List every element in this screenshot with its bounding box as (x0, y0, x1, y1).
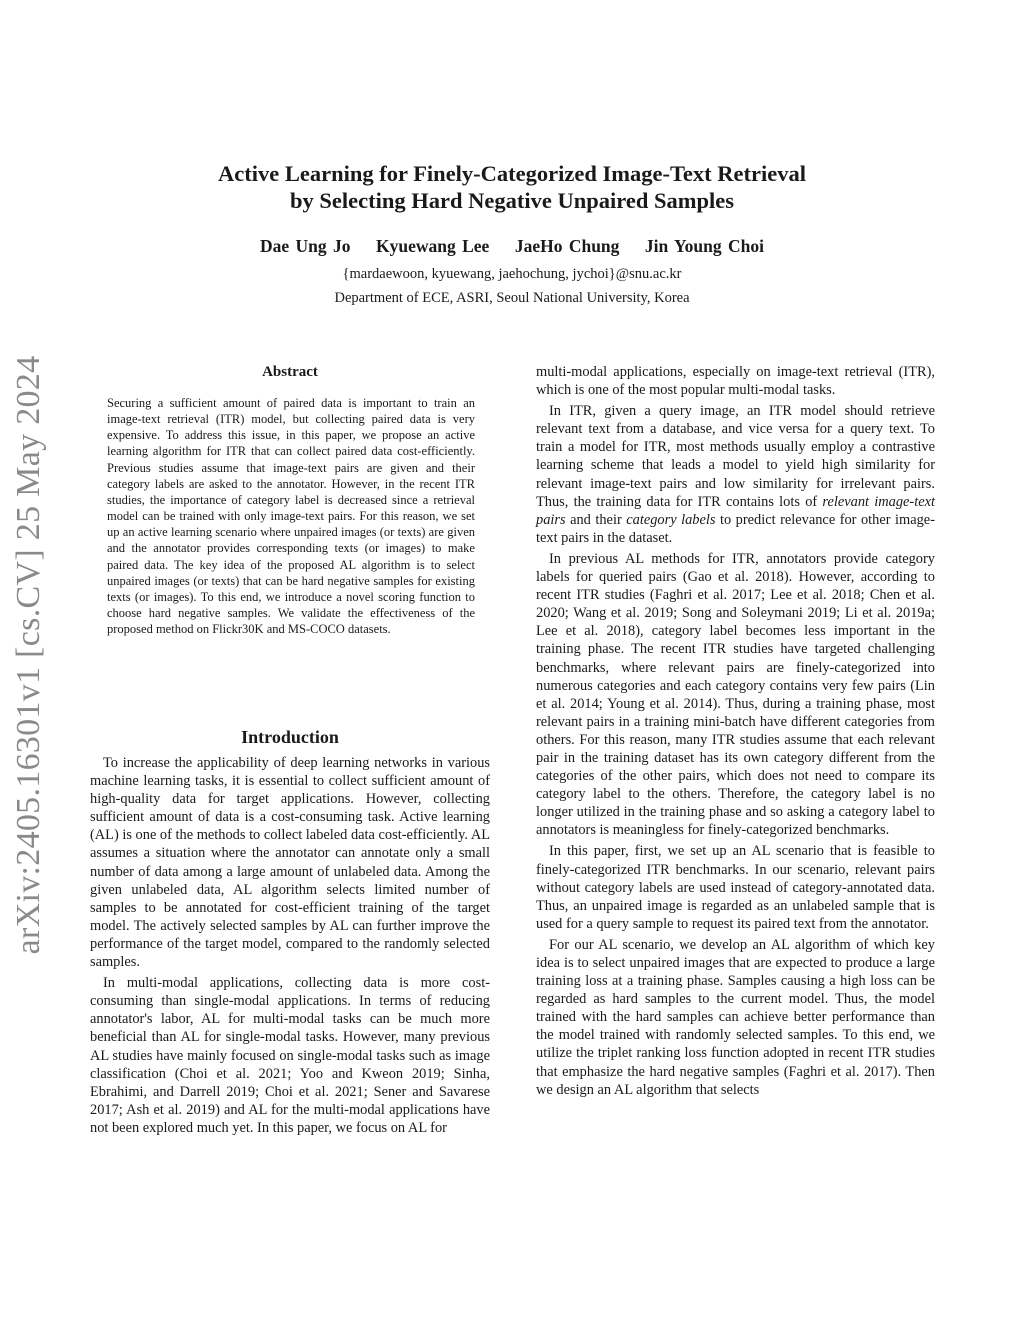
p3-emphasis-category-labels: category labels (626, 511, 716, 528)
title-line-2: by Selecting Hard Negative Unpaired Samples (290, 188, 734, 213)
p3-text-c: to predict relevance for other image-text pairs in the dataset. (536, 511, 935, 546)
abstract-body: Securing a sufficient amount of paired data is important to train an image-text retrieval (ITR) model, but collecting paired data is very expensive. To address this issue, in this paper, we propose an active learning algorithm for ITR that can collect paired data cost-efficiently. Previous studies assume that image-text pairs are given and their category labels are asked to the annotator. However, in the recent ITR studies, the importance of category label is decreased since a retrieval model can be trained with only image-text pairs. For this reason, we set up an active learning scenario where unpaired images (or texts) are given and the annotator provides corresponding texts (or images) to make paired data. The key idea of the proposed AL algorithm is to select unpaired images (or texts) that can be hard negative samples for existing texts (or images). To this end, we introduce a novel scoring function to choose hard negative samples. We validate the effectiveness of the proposed method on Flickr30K and MS-COCO datasets. (107, 396, 475, 637)
author-affiliation: Department of ECE, ASRI, Seoul National University, Korea (334, 290, 690, 306)
left-column-body (90, 754, 490, 1140)
paper-title (112, 160, 912, 214)
arxiv-identifier-stamp: arXiv:2405.16301v1 [cs.CV] 25 May 2024 (10, 355, 47, 955)
p3-text-a: In ITR, given a query image, an ITR model should retrieve relevant text from a database, and vice versa for a query text. To train a model for ITR, most methods usually employ a contrastive learning scheme that leads a model to yield high similarity for relevant image-text pairs and low similarity for irrelevant pairs. Thus, the training data for ITR contains lots of (536, 403, 935, 510)
intro-paragraph-2: In multi-modal applications, collecting data is more cost-consuming than single-modal applications. In terms of reducing annotator's labor, AL for multi-modal tasks can be much more beneficial than AL for single-modal tasks. However, many previous AL studies have mainly focused on single-modal tasks such as image classification (Choi et al. 2021; Yoo and Kweon 2019; Sinha, Ebrahimi, and Darrell 2019; Choi et al. 2021; Sener and Savarese 2017; Ash et al. 2019) and AL for the multi-modal applications have not been explored much yet. In this paper, we focus on AL for (90, 975, 490, 1136)
title-line-1: Active Learning for Finely-Categorized Image-Text Retrieval (218, 161, 806, 186)
author-list: Dae Ung Jo Kyuewang Lee JaeHo Chung Jin Young Choi (259, 236, 765, 256)
author-emails: {mardaewoon, kyuewang, jaehochung, jychoi}@snu.ac.kr (342, 266, 682, 282)
intro-paragraph-3 (536, 402, 935, 547)
intro-paragraph-2-continued: multi-modal applications, especially on image-text retrieval (ITR), which is one of the most popular multi-modal tasks. (536, 364, 935, 399)
intro-paragraph-4: In previous AL methods for ITR, annotators provide category labels for queried pairs (Gao et al. 2018). However, according to recent ITR studies (Faghri et al. 2017; Lee et al. 2018; Chen et al. 2020; Wang et al. 2019; Song and Soleymani 2019; Li et al. 2019a; Lee et al. 2018), category label becomes less important in the training phase. The recent ITR studies have targeted challenging benchmarks, where relevant pairs are finely-categorized into numerous categories and each category contains very few pairs (Lin et al. 2014; Young et al. 2014). Thus, during a training phase, most relevant pairs in a training mini-batch have different categories from others. For this reason, many ITR studies assume that each relevant pair in the training dataset has its own category different from the categories of the other pairs, which does not need to compare its category label to the others. Therefore, the category label is no longer utilized in the training phase and so asking a category label to annotators is meaningless for finely-categorized benchmarks. (536, 550, 935, 839)
right-column-body (536, 363, 935, 1102)
p3-text-b: and their (565, 511, 627, 528)
intro-paragraph-5: In this paper, first, we set up an AL scenario that is feasible to finely-categorized ITR benchmarks. In our scenario, relevant pairs without category labels are used instead of category-annotated data. Thus, an unpaired image is regarded as an unlabeled sample that is used for a query sample to request its paired text from the annotator. (536, 843, 935, 932)
p3-emphasis-relevant-pairs: relevant image-text pairs (536, 493, 935, 528)
abstract-heading: Abstract (262, 364, 318, 380)
introduction-heading: Introduction (241, 727, 339, 747)
intro-paragraph-1: To increase the applicability of deep learning networks in various machine learning tasks, it is essential to collect sufficient amount of high-quality data for target applications. However, collecting sufficient amount of data is a cost-consuming task. Active learning (AL) is one of the methods to collect labeled data cost-efficiently. AL assumes a situation where the annotator can annotate only a small number of data among a large amount of unlabeled data. Among the given unlabeled data, AL algorithm selects limited number of samples to be annotated for cost-efficient training of the target model. The actively selected samples by AL can further improve the performance of the target model, compared to the randomly selected samples. (90, 755, 491, 971)
intro-paragraph-6: For our AL scenario, we develop an AL algorithm of which key idea is to select unpaired images that are expected to produce a large training loss at a training phase. Samples causing a high loss can be regarded as hard samples to the current model. Thus, the model trained with the hard samples can achieve better performance than the model trained with randomly selected samples. To this end, we utilize the triplet ranking loss function adopted in recent ITR studies that emphasize the hard negative samples (Faghri et al. 2017). Then we design an AL algorithm that selects (536, 936, 935, 1098)
